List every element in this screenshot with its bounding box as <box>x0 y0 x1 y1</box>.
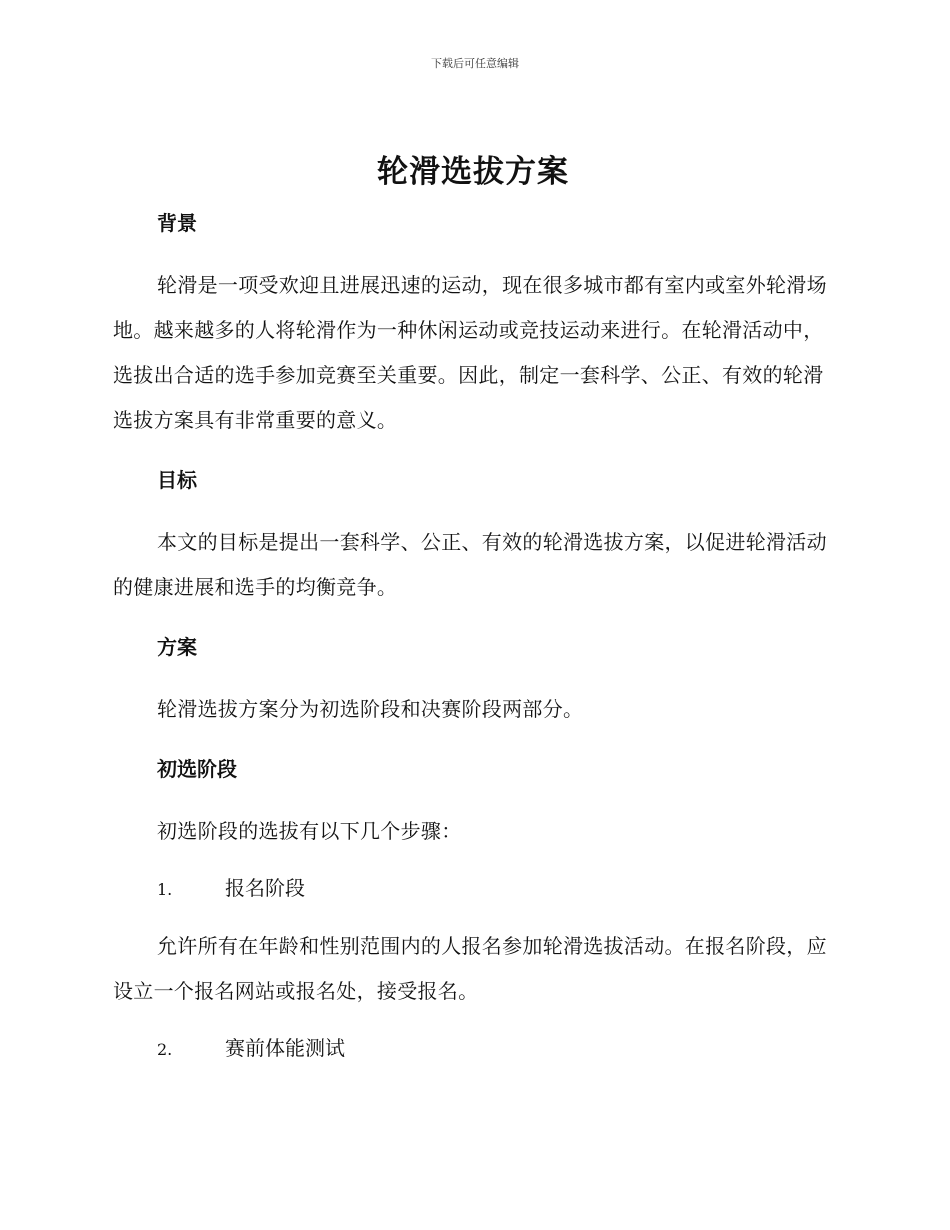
list-number: 2. <box>157 1040 173 1059</box>
list-item-step-2 <box>113 1026 833 1072</box>
section-intro-preliminary: 初选阶段的选拔有以下几个步骤： <box>157 819 462 843</box>
document-body <box>113 150 833 1072</box>
section-paragraph-goal: 本文的目标是提出一套科学、公正、有效的轮滑选拔方案，以促进轮滑活动的健康进展和选手的均衡竞争。 <box>113 530 827 599</box>
document-title: 轮滑选拔方案 <box>377 154 569 190</box>
step-1-paragraph: 允许所有在年龄和性别范围内的人报名参加轮滑选拔活动。在报名阶段，应设立一个报名网站或报名处，接受报名。 <box>113 934 827 1003</box>
list-label: 报名阶段 <box>225 876 305 900</box>
section-heading-goal: 目标 <box>157 468 197 492</box>
page-header-note: 下载后可任意编辑 <box>431 57 519 70</box>
list-label: 赛前体能测试 <box>225 1036 345 1060</box>
list-number: 1. <box>157 880 173 899</box>
section-heading-background: 背景 <box>157 211 197 235</box>
section-heading-preliminary: 初选阶段 <box>157 757 237 781</box>
section-paragraph-plan: 轮滑选拔方案分为初选阶段和决赛阶段两部分。 <box>157 697 584 721</box>
section-paragraph-background: 轮滑是一项受欢迎且进展迅速的运动，现在很多城市都有室内或室外轮滑场地。越来越多的人将轮滑作为一种休闲运动或竞技运动来进行。在轮滑活动中，选拔出合适的选手参加竞赛至关重要。因此，制定一套科学、公正、有效的轮滑选拔方案具有非常重要的意义。 <box>113 273 827 432</box>
list-item-step-1 <box>113 866 833 912</box>
section-heading-plan: 方案 <box>157 635 197 659</box>
